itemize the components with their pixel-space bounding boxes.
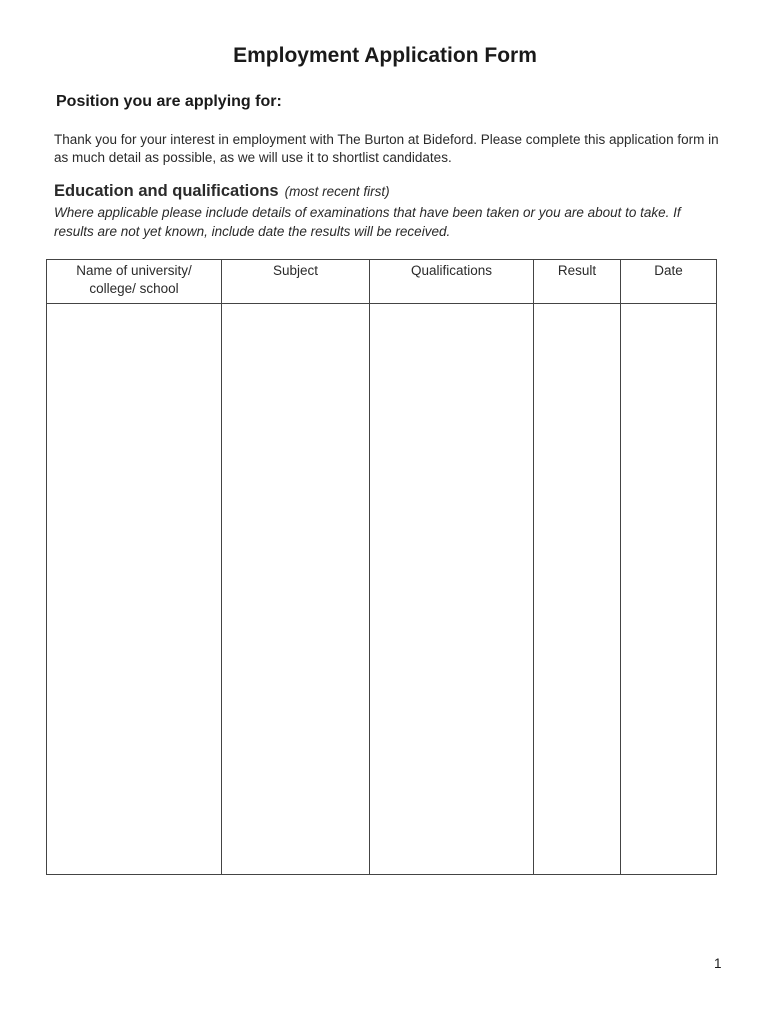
qualifications-cell[interactable] <box>370 304 534 875</box>
subject-cell[interactable] <box>222 304 370 875</box>
column-header-result: Result <box>534 260 621 304</box>
education-table-header-row <box>47 260 717 304</box>
institution-cell[interactable] <box>47 304 222 875</box>
page-title: Employment Application Form <box>233 44 537 67</box>
column-header-qualifications: Qualifications <box>370 260 534 304</box>
result-cell[interactable] <box>534 304 621 875</box>
date-cell[interactable] <box>621 304 717 875</box>
page-number: 1 <box>714 956 722 971</box>
education-heading-note: (most recent first) <box>284 184 390 199</box>
position-applying-for-label: Position you are applying for: <box>56 93 282 110</box>
education-table <box>46 259 717 875</box>
column-header-subject: Subject <box>222 260 370 304</box>
education-section-heading <box>54 182 390 201</box>
column-header-institution: Name of university/ college/ school <box>47 260 222 304</box>
education-instructions: Where applicable please include details of examinations that have been taken or you are about to take. If results are not yet known, include date the results will be received. <box>54 205 681 239</box>
intro-paragraph: Thank you for your interest in employment with The Burton at Bideford. Please complete this application form in as much detail as possible, as we will use it to shortlist candidates. <box>54 132 719 165</box>
column-header-date: Date <box>621 260 717 304</box>
education-heading-text: Education and qualifications <box>54 182 279 200</box>
education-table-entry-row <box>47 304 717 875</box>
